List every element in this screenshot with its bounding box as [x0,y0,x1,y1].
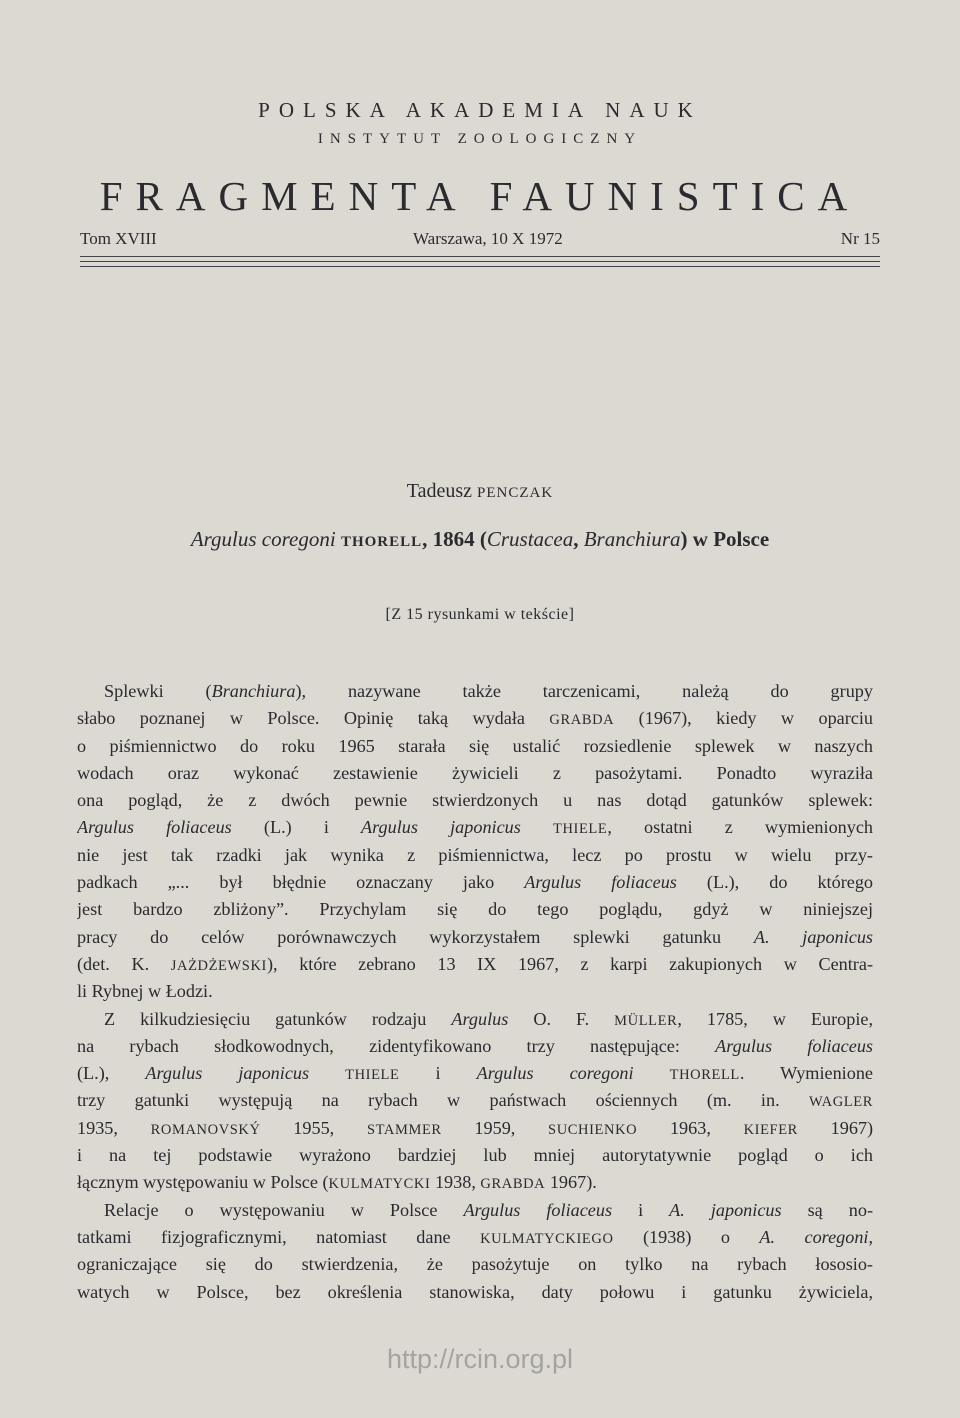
text-line: pracy do celów porównawczych wykorzystałem splewki gatunku A. japonicus [77,926,873,947]
text-line: li Rybnej w Łodzi. [77,981,213,1002]
header-rule [80,261,880,262]
text-line: (det. K. JAŻDŻEWSKI), które zebrano 13 IX 1967, z karpi zakupionych w Centra- [77,953,873,974]
title-end: ) w Polsce [680,527,770,551]
text-line: na rybach słodkowodnych, zidentyfikowano trzy następujące: Argulus foliaceus [77,1035,873,1056]
text-line: Argulus foliaceus (L.) i Argulus japonicus THIELE, ostatni z wymienionych [77,817,873,838]
article-body [77,678,873,1306]
journal-title: FRAGMENTA FAUNISTICA [99,173,861,219]
text-line: jest bardzo zbliżony”. Przychylam się do tego poglądu, gdyż w niniejszej [77,899,873,920]
text-line: trzy gatunki występują na rybach w państwach ościennych (m. in. WAGLER [77,1090,873,1111]
source-url: http://rcin.org.pl [386,1344,574,1374]
issue-date: Warszawa, 10 X 1972 [413,229,563,248]
title-authority: THORELL [340,534,423,550]
header-rule [80,266,880,267]
issue-number: Nr 15 [840,229,880,248]
text-line: słabo poznanej w Polsce. Opinię taką wydała GRABDA (1967), kiedy w oparciu [77,708,873,729]
text-line: watych w Polsce, bez określenia stanowiska, daty połowu i gatunku żywiciela, [77,1281,873,1302]
text-line: ograniczające się do stwierdzenia, że pasożytuje on tylko na rybach łososio- [77,1254,873,1275]
text-line: Relacje o występowaniu w Polsce Argulus foliaceus i A. japonicus są no- [104,1199,873,1220]
title-taxon-2: Branchiura [583,527,681,551]
author [0,480,960,503]
text-line: (L.), Argulus japonicus THIELE i Argulus coregoni THORELL. Wymienione [77,1063,873,1084]
volume: Tom XVIII [80,229,157,248]
issue-info [80,229,880,251]
header-rule [80,256,880,257]
title-year: , 1864 ( [422,527,487,551]
text-line: o piśmiennictwo do roku 1965 starała się ustalić rozsiedlenie splewek w naszych [77,735,873,756]
title-separator: , [573,527,584,551]
author-first-name: Tadeusz [406,480,473,502]
title-taxon-1: Crustacea [486,527,574,551]
text-line: 1935, ROMANOVSKÝ 1955, STAMMER 1959, SUCHIENKO 1963, KIEFER 1967) [77,1117,873,1138]
text-line: padkach „... był błędnie oznaczany jako Argulus foliaceus (L.), do którego [77,872,873,893]
article-title [0,527,960,552]
academy-name: POLSKA AKADEMIA NAUK [258,98,702,122]
author-last-name: PENCZAK [477,485,554,501]
title-species: Argulus coregoni [190,527,336,551]
text-line: Splewki (Branchiura), nazywane także tarczenicami, należą do grupy [104,681,873,701]
text-line: łącznym występowaniu w Polsce (KULMATYCKI 1938, GRABDA 1967). [77,1172,597,1193]
institute-name: INSTYTUT ZOOLOGICZNY [317,131,643,147]
text-line: nie jest tak rzadki jak wynika z piśmiennictwa, lecz po prostu w wielu przy- [77,844,873,865]
text-line: wodach oraz wykonać zestawienie żywicieli z pasożytami. Ponadto wyraziła [77,762,873,783]
text-line: tatkami fizjograficznymi, natomiast dane KULMATYCKIEGO (1938) o A. coregoni, [77,1226,873,1247]
text-line: Z kilkudziesięciu gatunków rodzaju Argulus O. F. MÜLLER, 1785, w Europie, [104,1008,873,1029]
text-line: i na tej podstawie wyrażono bardziej lub mniej autorytatywnie pogląd o ich [77,1145,873,1166]
text-line: ona pogląd, że z dwóch pewnie stwierdzonych u nas dotąd gatunków splewek: [77,790,873,811]
subtitle: [Z 15 rysunkami w tekście] [385,606,575,623]
